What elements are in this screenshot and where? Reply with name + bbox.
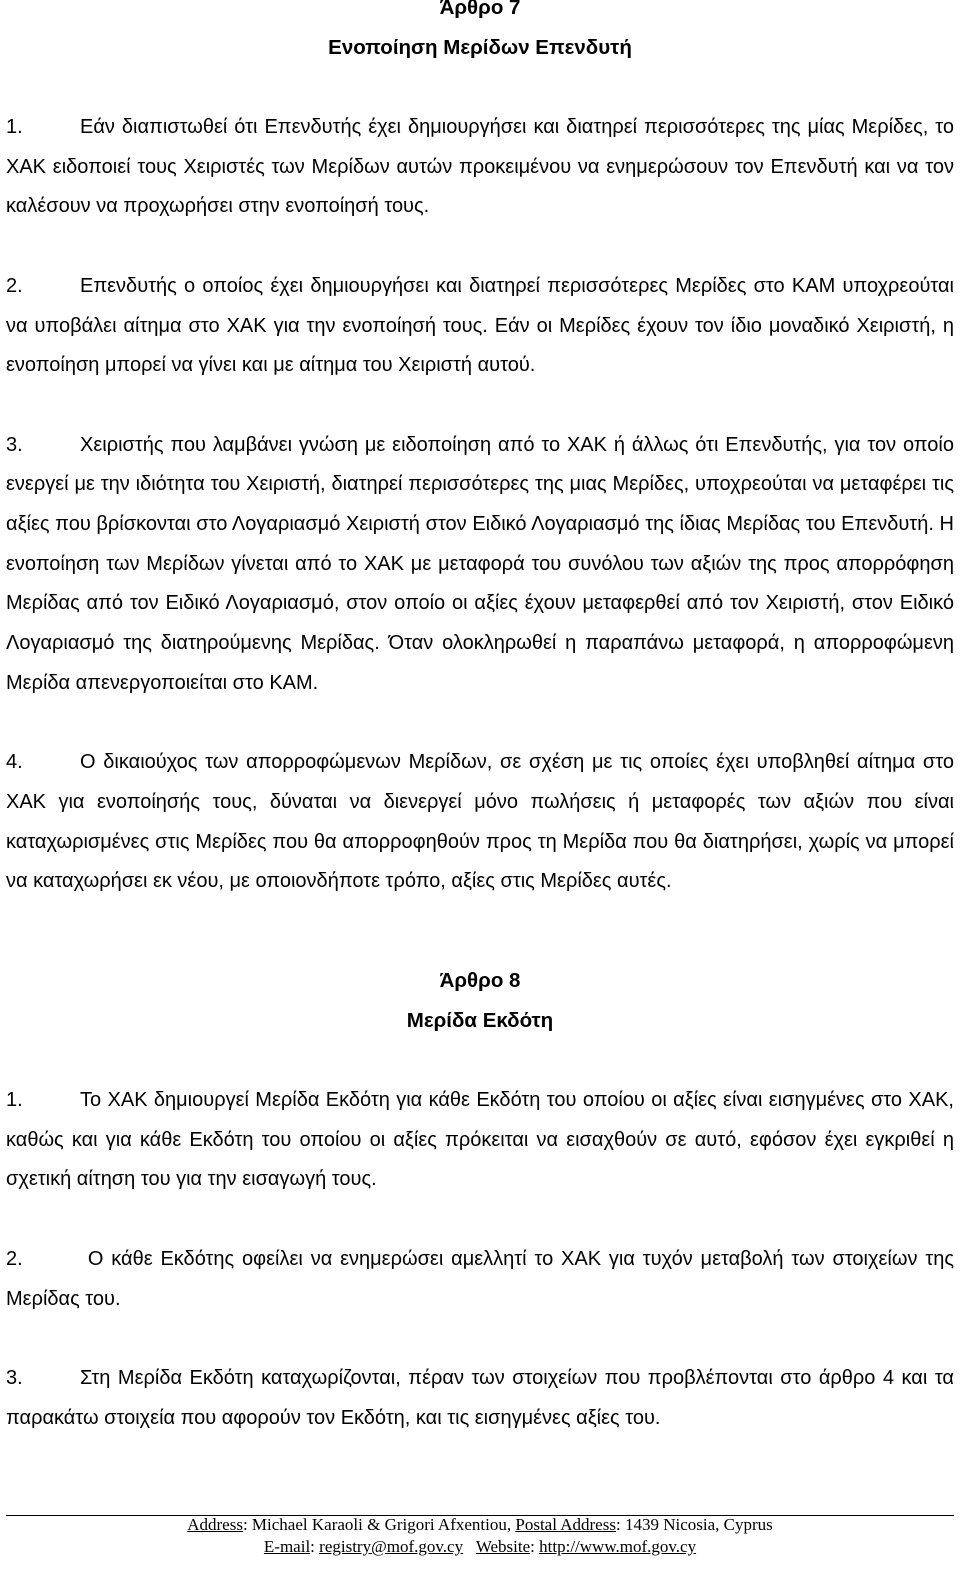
paragraph-number: 1. <box>6 1089 23 1112</box>
paragraph-text: Εάν διαπιστωθεί ότι Επενδυτής έχει δημιουργήσει και διατηρεί περισσότερες της μίας Μερίδες, το ΧΑΚ ειδοποιεί τους Χειριστές των Μερίδων αυτών προκειμένου να ενημερώσουν τον Επενδυτή και να τον καλέσουν να προχωρήσει στην ενοποίησή τους. <box>6 116 954 218</box>
paragraph-number: 3. <box>6 433 23 456</box>
email-label: E-mail <box>263 1537 311 1556</box>
paragraph-text: Ο κάθε Εκδότης οφείλει να ενημερώσει αμελλητί το ΧΑΚ για τυχόν μεταβολή των στοιχείων της Μερίδας του. <box>6 1247 954 1310</box>
article-7-paragraph-1 <box>6 108 954 227</box>
paragraph-number: 4. <box>6 751 23 774</box>
article-7-heading: Άρθρο 7 <box>439 0 521 19</box>
address-value: : Michael Karaoli & Grigori Afxentiou, <box>242 1515 516 1534</box>
article-7-paragraph-3 <box>6 426 954 704</box>
article-8-paragraph-2 <box>6 1240 954 1319</box>
article-8-paragraph-1 <box>6 1081 954 1200</box>
paragraph-number: 1. <box>6 116 23 138</box>
footer-contact-line: E-mail: registry@mof.gov.cy Website: http://www.mof.gov.cy <box>263 1537 697 1556</box>
paragraph-text: Το ΧΑΚ δημιουργεί Μερίδα Εκδότη για κάθε Εκδότη του οποίου οι αξίες είναι εισηγμένες στο ΧΑΚ, καθώς και για κάθε Εκδότη του οποίου οι αξίες πρόκειται να εισαχθούν σε αυτό, εφόσον έχει εγκριθεί η σχετική αίτηση του για την εισαγωγή τους. <box>6 1089 954 1191</box>
paragraph-text: Επενδυτής ο οποίος έχει δημιουργήσει και διατηρεί περισσότερες Μερίδες στο ΚΑΜ υποχρεούται να υποβάλει αίτημα στο ΧΑΚ για την ενοποίησή τους. Εάν οι Μερίδες έχουν τον ίδιο μοναδικό Χειριστή, η ενοποίηση μπορεί να γίνει και με αίτημα του Χειριστή αυτού. <box>6 274 954 377</box>
paragraph-number: 2. <box>6 274 23 297</box>
article-7-paragraph-4 <box>6 743 954 902</box>
paragraph-text: Ο δικαιούχος των απορροφώμενων Μερίδων, σε σχέση με τις οποίες έχει υποβληθεί αίτημα στο ΧΑΚ για ενοποίησής τους, δύναται να διενεργεί μόνο πωλήσεις ή μεταφορές των αξιών που είναι καταχωρισμένες στις Μερίδες που θα απορροφηθούν προς τη Μερίδα που θα διατηρήσει, χωρίς να μπορεί να καταχωρήσει εκ νέου, με οποιονδήποτε τρόπο, αξίες στις Μερίδες αυτές. <box>6 751 954 893</box>
document-page <box>6 0 954 1438</box>
address-label: Address <box>187 1515 243 1534</box>
article-7-subheading: Ενοποίηση Μερίδων Επενδυτή <box>328 36 632 59</box>
article-8-subheading: Μερίδα Εκδότη <box>406 1009 554 1033</box>
article-7-paragraph-2 <box>6 267 954 386</box>
paragraph-text: Χειριστής που λαμβάνει γνώση με ειδοποίηση από το ΧΑΚ ή άλλως ότι Επενδυτής, για τον οποίο ενεργεί με την ιδιότητα του Χειριστή, διατηρεί περισσότερες της μιας Μερίδες, υποχρεούται να μεταφέρει τις αξίες που βρίσκονται στο Λογαριασμό Χειριστή στον Ειδικό Λογαριασμό της ίδιας Μερίδας του Επενδυτή. Η ενοποίηση των Μερίδων γίνεται από το ΧΑΚ με μεταφορά του συνόλου των αξιών της προς απορρόφηση Μερίδας από τον Ειδικό Λογαριασμό, στον οποίο οι αξίες έχουν μεταφερθεί από τον Χειριστή, στον Ειδικό Λογαριασμό της διατηρούμενης Μερίδας. Όταν ολοκληρωθεί η παραπάνω μεταφορά, η απορροφώμενη Μερίδα απενεργοποιείται στο ΚΑΜ. <box>6 433 954 694</box>
paragraph-text: Στη Μερίδα Εκδότη καταχωρίζονται, πέραν των στοιχείων που προβλέπονται στο άρθρο 4 και τα παρακάτω στοιχεία που αφορούν τον Εκδότη, και τις εισηγμένες αξίες του. <box>6 1366 954 1429</box>
footer-address-line <box>0 1514 960 1536</box>
article-8-paragraph-3 <box>6 1359 954 1438</box>
postal-address-label: Postal Address <box>515 1515 616 1534</box>
postal-address-value: : 1439 Nicosia, Cyprus <box>615 1515 773 1534</box>
article-8-heading: Άρθρο 8 <box>439 969 521 993</box>
paragraph-number: 2. <box>6 1247 23 1270</box>
page-footer <box>0 1514 960 1558</box>
website-label: Website <box>475 1537 531 1556</box>
website-link[interactable]: http://www.mof.gov.cy <box>539 1537 697 1556</box>
email-link[interactable]: registry@mof.gov.cy <box>319 1537 464 1556</box>
paragraph-number: 3. <box>6 1366 23 1389</box>
